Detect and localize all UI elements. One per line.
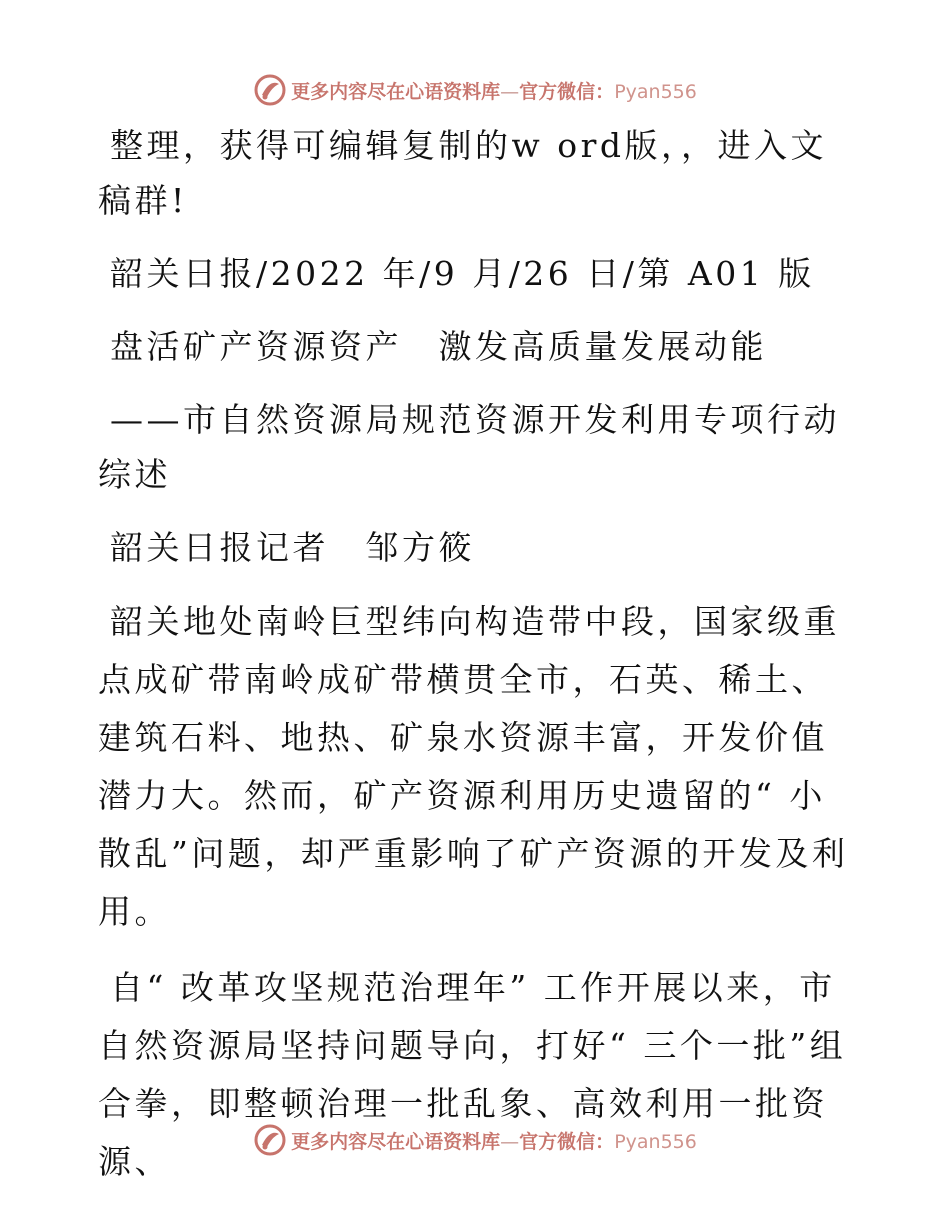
- reporter-byline: 韶关日报记者 邹方筱: [110, 528, 475, 567]
- watermark-text: [291, 1127, 697, 1154]
- logo-icon: [253, 1123, 287, 1157]
- watermark-account: Pyan556: [614, 80, 697, 103]
- logo-icon: [253, 73, 287, 107]
- article-title: 盘活矿产资源资产 激发高质量发展动能: [110, 327, 767, 366]
- watermark-separator: —: [500, 80, 520, 103]
- watermark-slogan: 更多内容尽在心语资料库: [291, 1130, 501, 1153]
- document-body: [98, 118, 858, 1191]
- watermark-label: 官方微信：: [519, 80, 615, 103]
- watermark-account: Pyan556: [614, 1130, 697, 1153]
- watermark-header: [0, 70, 950, 110]
- watermark-label: 官方微信：: [519, 1130, 615, 1153]
- intro-text: 整理，获得可编辑复制的w ord版，，进入文稿群!: [98, 126, 828, 220]
- watermark-text: [291, 77, 697, 104]
- body-paragraph: 韶关地处南岭巨型纬向构造带中段，国家级重点成矿带南岭成矿带横贯全市，石英、稀土、建筑石料、地热、矿泉水资源丰富，开发价值潜力大。然而，矿产资源利用历史遗留的“ 小散乱”问题，却严重影响了矿产资源的开发及利用。: [98, 602, 849, 931]
- watermark-slogan: 更多内容尽在心语资料库: [291, 80, 501, 103]
- watermark-separator: —: [500, 1130, 520, 1153]
- publication-info: 韶关日报/2022 年/9 月/26 日/第 A01 版: [110, 254, 815, 293]
- article-subtitle: ——市自然资源局规范资源开发利用专项行动综述: [98, 400, 840, 494]
- body-paragraph: 自“ 改革攻坚规范治理年” 工作开展以来，市自然资源局坚持问题导向，打好“ 三个一批”组合拳，即整顿治理一批乱象、高效利用一批资源、: [98, 968, 847, 1181]
- watermark-footer: [0, 1120, 950, 1160]
